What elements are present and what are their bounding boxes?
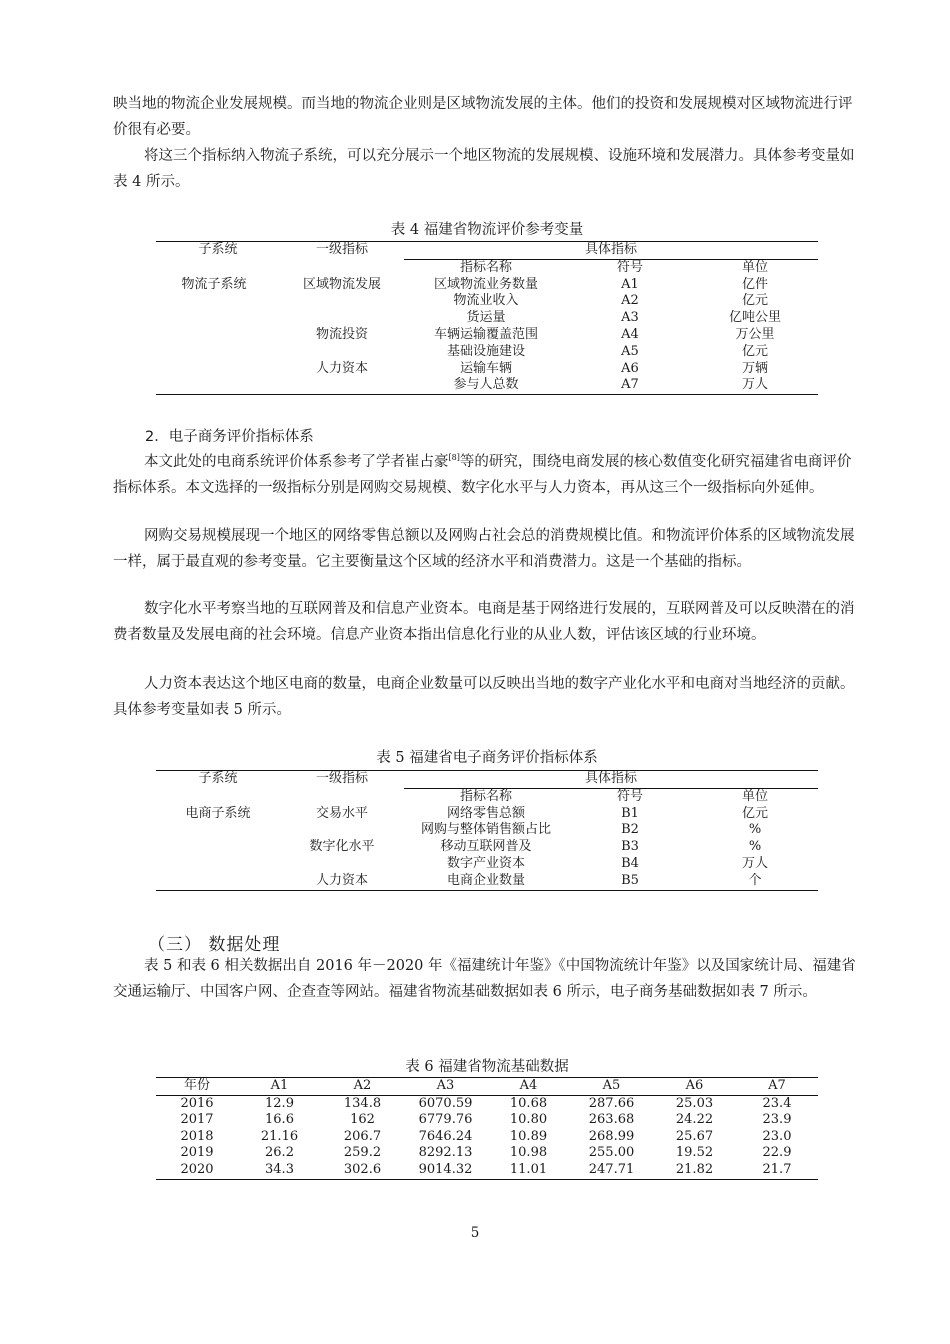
paragraph-digitalization: 数字化水平考察当地的互联网普及和信息产业资本。电商是基于网络进行发展的，互联网普及可以反映潜在的消费者数量及发展电商的社会环境。信息产业资本指出信息化行业的从业人数，评估该区域的行业环境。 [113,601,855,643]
table-row: 数字化水平 移动互联网普及 B3 % [309,839,762,855]
paragraph-data-sources: 表 5 和表 6 相关数据出自 2016 年－2020 年《福建统计年鉴》《中国物流统计年鉴》以及国家统计局、福建省交通运输厅、中国客户网、企查查等网站。福建省物流基础数据如表 6 所示，电子商务基础数据如表 7 所示。 [113,958,856,1000]
table6-logistics-data [156,1077,818,1180]
table4-header-unit: 单位 [741,259,768,275]
table-row: 2020 34.3 302.6 9014.32 11.01 247.71 21.82 21.7 [156,1162,818,1179]
page-number: 5 [470,1225,480,1241]
table5-ecommerce-index [156,770,818,891]
table-row: 物流业收入 A2 亿元 [453,293,768,309]
table6-caption: 表 6 福建省物流基础数据 [405,1059,569,1075]
table-row: 2017 16.6 162 6779.76 10.80 263.68 24.22 23.9 [180,1112,792,1128]
table5-caption: 表 5 福建省电子商务评价指标体系 [376,750,598,766]
table5-header-level1: 一级指标 [315,771,368,787]
table-row: 参与人总数 A7 万人 [156,377,818,394]
citation-ref: [8] [448,453,460,462]
table5-header-unit: 单位 [741,788,768,804]
table-row: 人力资本 运输车辆 A6 万辆 [315,360,768,376]
paragraph-logistics-scale: 映当地的物流企业发展规模。而当地的物流企业则是区域物流发展的主体。他们的投资和发展规模对区域物流进行评价很有必要。 [113,96,853,138]
table-row: 网购与整体销售额占比 B2 % [420,822,762,838]
table-row: 数字产业资本 B4 万人 [446,855,768,871]
table-row: 2019 26.2 259.2 8292.13 10.98 255.00 19.52 22.9 [180,1145,792,1161]
table5-header-name: 指标名称 [459,788,512,804]
table-row: 货运量 A3 亿吨公里 [466,310,781,326]
table-row: 电商子系统 交易水平 网络零售总额 B1 亿元 [185,805,768,821]
table5-header-subsystem: 子系统 [198,771,238,787]
table-row: 基础设施建设 A5 亿元 [446,343,768,359]
table6-header-row: 年份 A1 A2 A3 A4 A5 A6 A7 [156,1078,818,1096]
table-row: 物流投资 车辆运输覆盖范围 A4 万公里 [315,326,775,342]
table-row: 物流子系统 区域物流发展 区域物流业务数量 A1 亿件 [181,276,768,292]
table4-header-subsystem: 子系统 [198,242,238,258]
section-heading-data-processing: （三） 数据处理 [148,935,281,955]
table5-header-specific: 具体指标 [404,771,818,789]
table4-header-symbol: 符号 [616,259,643,275]
paragraph-ecommerce-system: 本文此处的电商系统评价体系参考了学者崔占豪[8]等的研究，围绕电商发展的核心数值变化研究福建省电商评价指标体系。本文选择的一级指标分别是网购交易规模、数字化水平与人力资本，再从这三个一级指标向外延伸。 [113,453,852,496]
table4-header-name: 指标名称 [459,259,512,275]
table-row: 2018 21.16 206.7 7646.24 10.89 268.99 25.67 23.0 [180,1128,792,1144]
table4-logistics-variables [156,241,818,395]
table-row: 人力资本 电商企业数量 B5 个 [156,873,818,890]
paragraph-logistics-subsystem: 将这三个指标纳入物流子系统，可以充分展示一个地区物流的发展规模、设施环境和发展潜力。具体参考变量如表 4 所示。 [113,148,855,190]
table4-header-specific: 具体指标 [404,242,818,260]
paragraph-online-trade-scale: 网购交易规模展现一个地区的网络零售总额以及网购占社会总的消费规模比值。和物流评价体系的区域物流发展一样，属于最直观的参考变量。它主要衡量这个区域的经济水平和消费潜力。这是一个基础的指标。 [113,528,855,570]
table5-header-symbol: 符号 [616,788,643,804]
table4-caption: 表 4 福建省物流评价参考变量 [390,222,584,238]
subheading-ecommerce-index: 2．电子商务评价指标体系 [145,429,314,445]
table-row: 2016 12.9 134.8 6070.59 10.68 287.66 25.03 23.4 [180,1095,792,1111]
paragraph-human-capital: 人力资本表达这个地区电商的数量，电商企业数量可以反映出当地的数字产业化水平和电商对当地经济的贡献。具体参考变量如表 5 所示。 [113,676,855,718]
table4-header-level1: 一级指标 [315,242,368,258]
